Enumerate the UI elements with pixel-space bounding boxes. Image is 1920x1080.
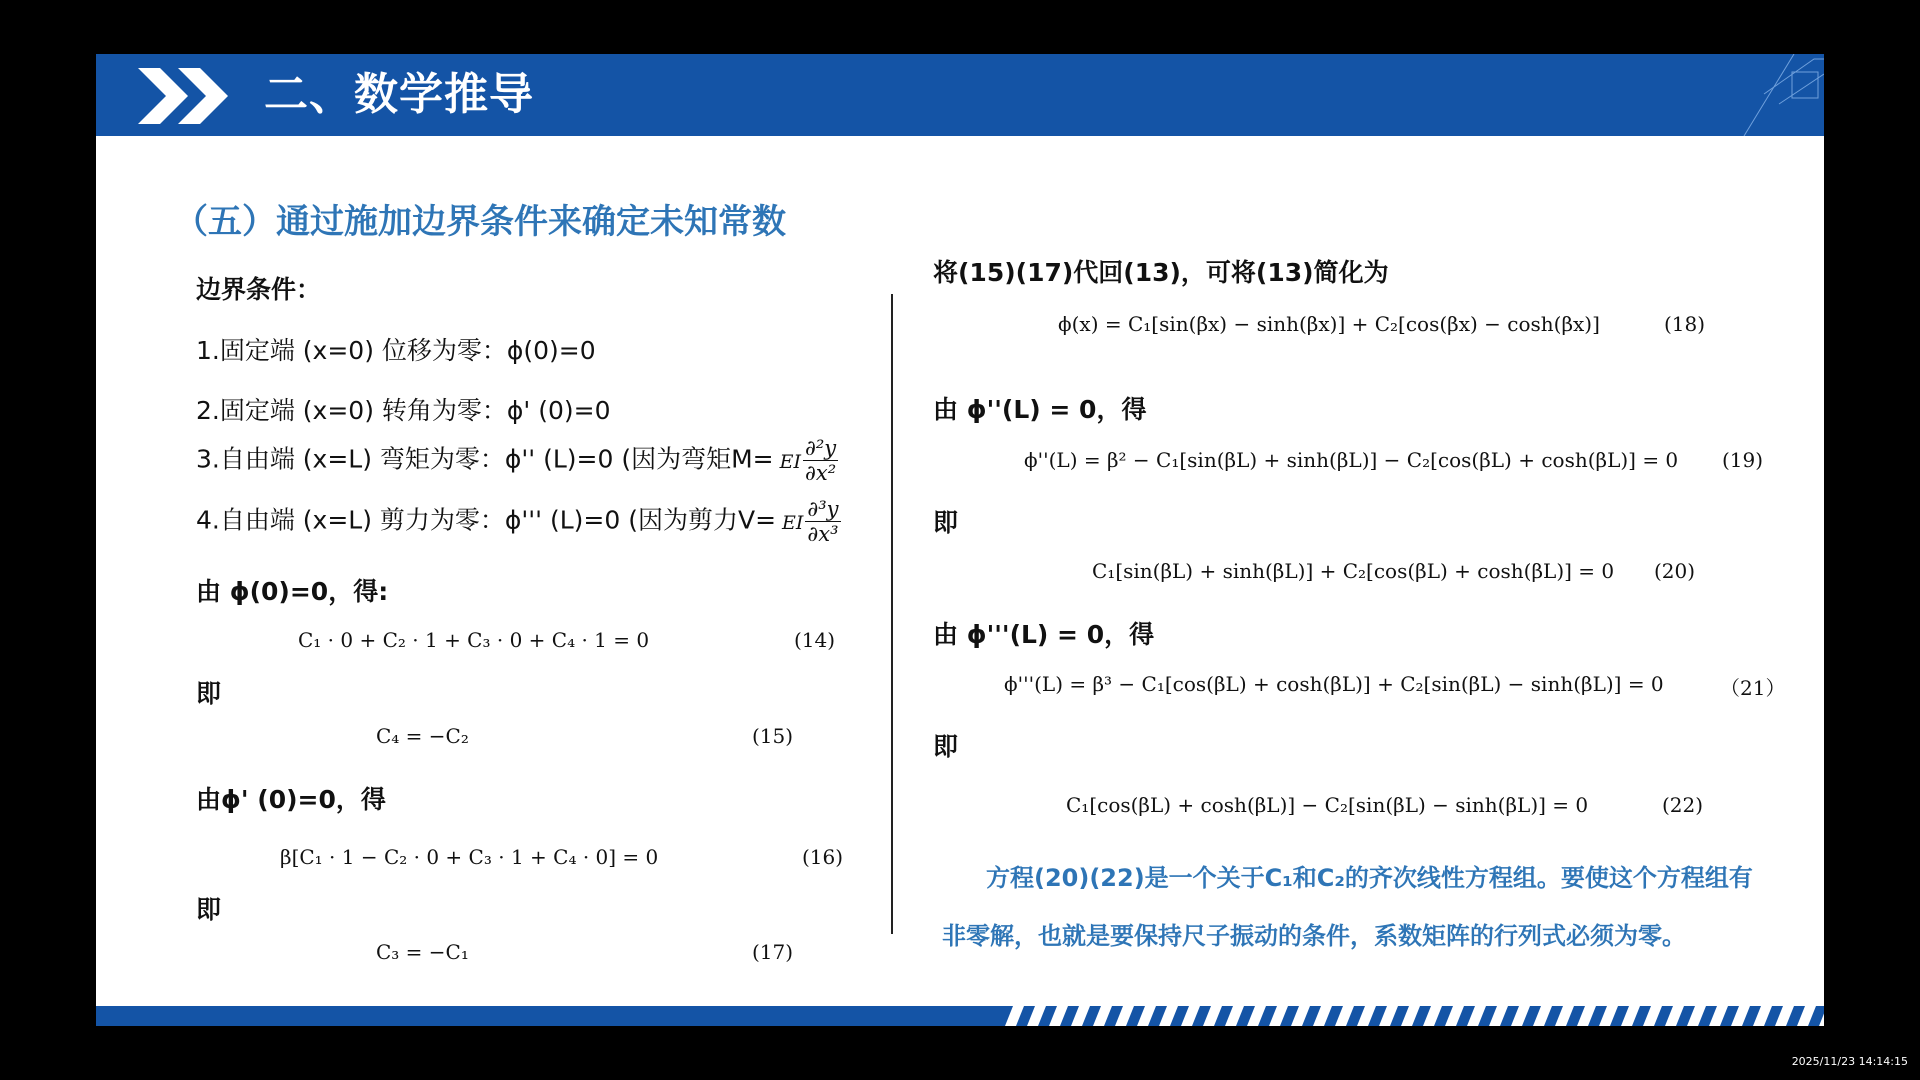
condition-4-text: 4.自由端 (x=L) 剪力为零：ϕ''' (L)=0 (因为剪力V= [196,505,777,535]
equation-19: ϕ''(L) = β² − C₁[sin(βL) + sinh(βL)] − C₂[cos(βL) + cosh(βL)] = 0 [1024,448,1679,472]
conclusion-line-2: 非零解，也就是要保持尺子振动的条件，系数矩阵的行列式必须为零。 [942,922,1686,950]
section-title: （五）通过施加边界条件来确定未知常数 [174,202,786,242]
step-4-heading: 由 ϕ'''(L) = 0，得 [933,620,1155,649]
condition-3 [196,436,838,485]
equation-21: ϕ'''(L) = β³ − C₁[cos(βL) + cosh(βL)] + C₂[sin(βL) − sinh(βL)] = 0 [1004,672,1664,696]
equation-17: C₃ = −C₁ [376,940,469,964]
equation-18-number: (18) [1664,312,1706,336]
condition-2: 2.固定端 (x=0) 转角为零：ϕ' (0)=0 [196,396,611,425]
step-3-heading: 由 ϕ''(L) = 0，得 [933,395,1147,424]
condition-4 [196,497,841,546]
condition-1: 1.固定端 (x=0) 位移为零：ϕ(0)=0 [196,336,596,365]
header-bar [96,54,1824,136]
equation-22: C₁[cos(βL) + cosh(βL)] − C₂[sin(βL) − sinh(βL)] = 0 [1066,793,1589,817]
page-title: 二、数学推导 [264,69,534,120]
decorative-lines-icon [1734,54,1824,136]
moment-fraction [803,436,838,485]
equation-16: β[C₁ · 1 − C₂ · 0 + C₃ · 1 + C₄ · 0] = 0 [280,845,659,869]
fraction-numerator: ∂³y [807,497,839,521]
step-1-heading: 由 ϕ(0)=0，得: [196,577,389,606]
condition-3-text: 3.自由端 (x=L) 弯矩为零：ϕ'' (L)=0 (因为弯矩M= [196,444,774,474]
slide [96,54,1824,1026]
equation-14: C₁ · 0 + C₂ · 1 + C₃ · 0 + C₄ · 1 = 0 [298,628,650,652]
ei-label: EI [779,450,801,473]
ji-label-1: 即 [196,679,222,708]
boundary-heading: 边界条件： [196,275,322,304]
timestamp: 2025/11/23 14:14:15 [1791,1055,1908,1068]
fraction-denominator: ∂x³ [807,522,839,546]
equation-16-number: (16) [802,845,844,869]
ji-label-2: 即 [196,895,222,924]
column-divider [891,294,893,934]
shear-fraction [805,497,840,546]
step-2-heading: 由ϕ' (0)=0，得 [196,785,386,814]
equation-20: C₁[sin(βL) + sinh(βL)] + C₂[cos(βL) + cosh(βL)] = 0 [1092,559,1615,583]
ei-label: EI [782,511,804,534]
ji-label-3: 即 [933,508,959,537]
equation-21-number: （21） [1720,676,1786,700]
ji-label-4: 即 [933,732,959,761]
equation-18: ϕ(x) = C₁[sin(βx) − sinh(βx)] + C₂[cos(βx) − cosh(βx)] [1058,312,1600,336]
conclusion-line-1: 方程(20)(22)是一个关于C₁和C₂的齐次线性方程组。要使这个方程组有 [986,864,1753,892]
equation-14-number: (14) [794,628,836,652]
fraction-numerator: ∂²y [805,436,837,460]
fraction-denominator: ∂x² [805,461,837,485]
equation-19-number: (19) [1722,448,1764,472]
equation-20-number: (20) [1654,559,1696,583]
footer-stripes-decoration [1004,1006,1824,1026]
equation-17-number: (17) [752,940,794,964]
equation-15-number: (15) [752,724,794,748]
substitution-intro: 将(15)(17)代回(13)，可将(13)简化为 [933,258,1389,287]
equation-22-number: (22) [1662,793,1704,817]
chevron-right-icon [138,68,248,124]
equation-15: C₄ = −C₂ [376,724,469,748]
